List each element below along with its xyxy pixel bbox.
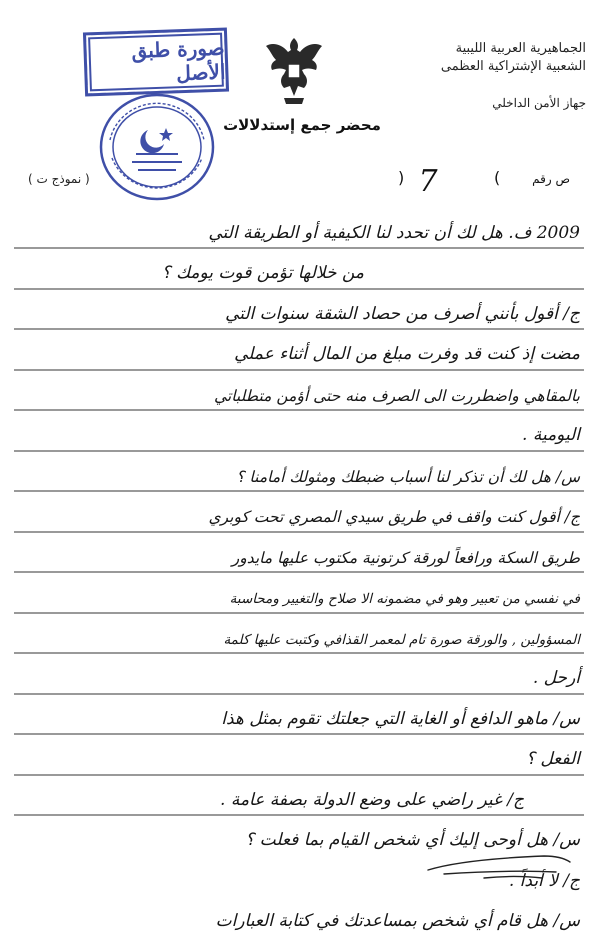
country-line-2: الشعبية الإشتراكية العظمى [386,58,586,76]
statement-line: س/ هل قام أي شخص بمساعدتك في كتابة العبارات [14,897,584,937]
page-number-value: 7 [408,164,448,199]
statement-line: س/ هل لك أن تذكر لنا أسباب ضبطك ومثولك أمامنا ؟ [14,451,584,492]
paren-close: ) [398,168,404,187]
statement-line: بالمقاهي واضطررت الى الصرف منه حتى أؤمن متطلباتي [14,370,584,411]
round-official-stamp [98,92,216,202]
stamp-text: صورة طبق الأصل [86,36,226,89]
statement-line: ج/ غير راضي على وضع الدولة بصفة عامة . [14,775,584,816]
signature-scribble [424,848,574,882]
statement-body [14,208,584,937]
statement-line: اليومية . [14,411,584,452]
certified-copy-stamp [83,28,229,97]
statement-line: ج/ لا أبداً . [14,856,584,897]
country-line-1: الجماهيرية العربية الليبية [386,40,586,58]
form-model-label: ( نموذج ت ) [28,172,90,186]
statement-line: 2009 ف. هل لك أن تحدد لنا الكيفية أو الطريقة التي [14,208,584,249]
statement-line: س/ ماهو الدافع أو الغاية التي جعلتك تقوم بمثل هذا [14,694,584,735]
issuer-block [386,40,586,112]
department-name: جهاز الأمن الداخلي [386,94,586,112]
page-number-label: ص رقم [532,172,570,186]
statement-line: س/ هل أوحى إليك أي شخص القيام بما فعلت ؟ [14,816,584,857]
statement-line: طريق السكة ورافعاً لورقة كرتونية مكتوب عليها مايدور [14,532,584,573]
statement-line: مضت إذ كنت قد وفرت مبلغ من المال أثناء عملي [14,330,584,371]
statement-line: المسؤولين , والورقة صورة تام لمعمر القذافي وكتبت عليها كلمة [14,613,584,654]
paren-open: ( [494,168,500,187]
statement-line: ج/ أقول كنت واقف في طريق سيدي المصري تحت كوبري [14,492,584,533]
statement-line: من خلالها تؤمن قوت يومك ؟ [14,249,584,290]
statement-line: أرحل . [14,654,584,695]
statement-line: الفعل ؟ [14,735,584,776]
statement-line: ج/ أقول بأنني أصرف من حصاد الشقة سنوات التي [14,289,584,330]
document-title: محضر جمع إستدلالات [222,116,382,134]
eagle-emblem-icon [262,34,326,106]
statement-line: في نفسي من تعبير وهو في مضمونه الا صلاح والتغيير ومحاسبة [14,573,584,614]
